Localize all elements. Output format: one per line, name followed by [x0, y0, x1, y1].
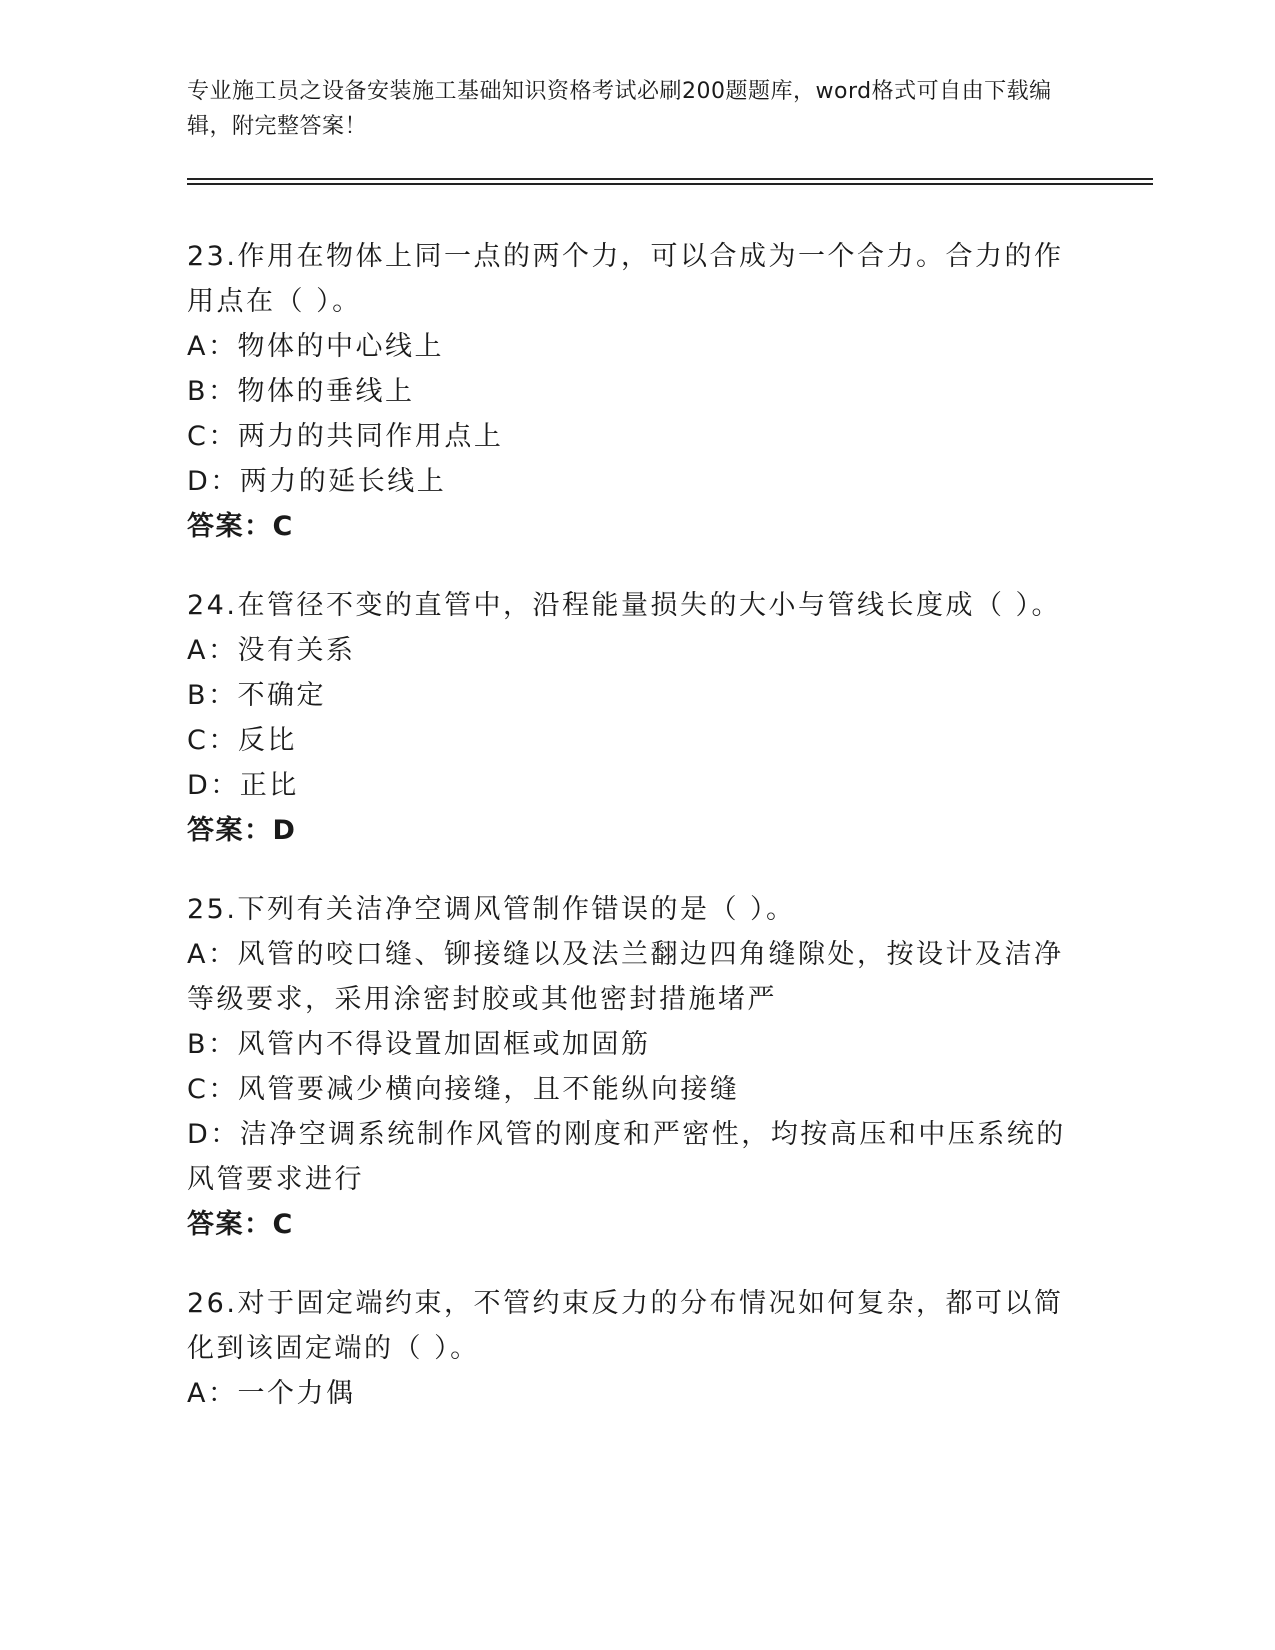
- option-b: B：物体的垂线上: [187, 376, 415, 407]
- question-stem: 23.作用在物体上同一点的两个力，可以合成为一个合力。合力的作用点在（ ）。: [187, 241, 1064, 317]
- option-a: A：没有关系: [187, 635, 356, 666]
- option-d: D：两力的延长线上: [187, 466, 447, 497]
- question-stem: 25.下列有关洁净空调风管制作错误的是（ ）。: [187, 894, 796, 925]
- answer: 答案：C: [187, 511, 294, 542]
- option-a: A：一个力偶: [187, 1378, 356, 1409]
- option-b: B：不确定: [187, 680, 327, 711]
- header-divider-bottom: [187, 183, 1153, 185]
- answer: 答案：D: [187, 815, 297, 846]
- option-a: A：物体的中心线上: [187, 331, 444, 362]
- question-stem: 24.在管径不变的直管中，沿程能量损失的大小与管线长度成（ ）。: [187, 590, 1062, 621]
- option-a: A：风管的咬口缝、铆接缝以及法兰翻边四角缝隙处，按设计及洁净等级要求，采用涂密封胶或其他密封措施堵严: [187, 939, 1064, 1015]
- question-25: [187, 887, 1067, 1247]
- header-divider-top: [187, 178, 1153, 180]
- option-c: C：反比: [187, 725, 297, 756]
- question-23: [187, 234, 1067, 549]
- option-b: B：风管内不得设置加固框或加固筋: [187, 1029, 651, 1060]
- question-26: [187, 1281, 1067, 1416]
- question-stem: 26.对于固定端约束，不管约束反力的分布情况如何复杂，都可以简化到该固定端的（ ）。: [187, 1288, 1064, 1364]
- question-24: [187, 583, 1067, 853]
- document-header: 专业施工员之设备安装施工基础知识资格考试必刷200题题库，word格式可自由下载编辑，附完整答案！: [187, 79, 1052, 139]
- option-c: C：风管要减少横向接缝，且不能纵向接缝: [187, 1074, 740, 1105]
- answer: 答案：C: [187, 1209, 294, 1240]
- option-d: D：正比: [187, 770, 299, 801]
- option-c: C：两力的共同作用点上: [187, 421, 504, 452]
- option-d: D：洁净空调系统制作风管的刚度和严密性，均按高压和中压系统的风管要求进行: [187, 1119, 1066, 1195]
- question-list: [187, 234, 1067, 1450]
